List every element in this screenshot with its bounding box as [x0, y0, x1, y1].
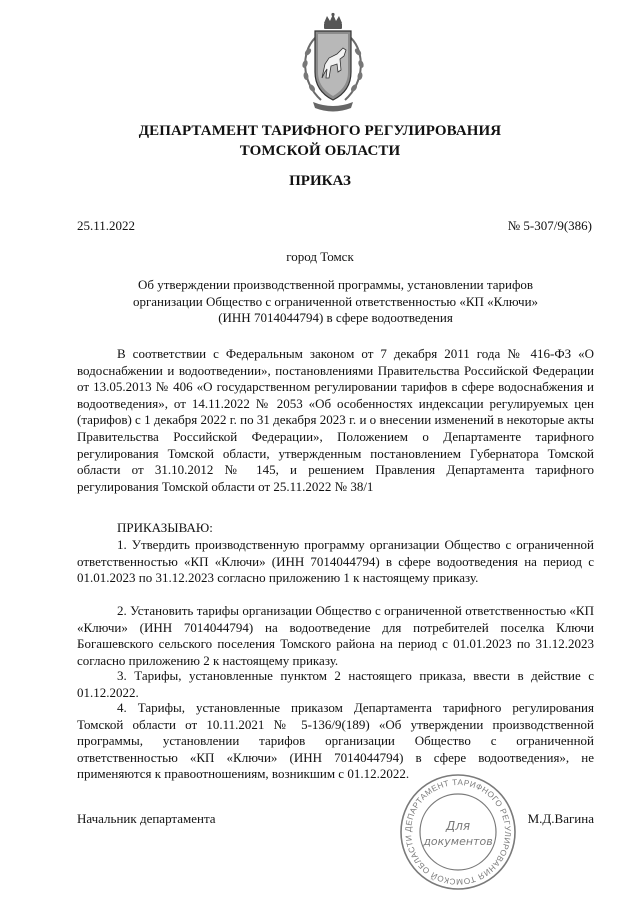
organization-title	[0, 121, 640, 161]
order-item-2: 2. Установить тарифы организации Общество с ограниченной ответственностью «КП «Ключи» (ИНН 7014044794) на водоотведение для потребителей поселка Ключи Богашевского сельского поселения Томского района на период с 01.01.2023 по 31.12.2023 согласно приложению 2 к настоящему приказу.	[77, 603, 594, 668]
subject-line3: (ИНН 7014044794) в сфере водоотведения	[218, 310, 453, 326]
order-item-3: 3. Тарифы, установленные пунктом 2 настоящего приказа, ввести в действие с 01.12.2022.	[77, 668, 594, 700]
organization-title-line2: ТОМСКОЙ ОБЛАСТИ	[239, 143, 401, 159]
document-city: город Томск	[286, 249, 354, 264]
stamp-center-line1: Для	[445, 819, 471, 833]
tomsk-region-coat-of-arms-icon	[291, 12, 375, 116]
signatory-position: Начальник департамента	[77, 811, 216, 826]
subject-line1: Об утверждении производственной программы, установлении тарифов	[137, 277, 534, 292]
preamble-paragraph: В соответствии с Федеральным законом от 7 декабря 2011 года № 416-ФЗ «О водоснабжении и водоотведении», постановлениями Правительства Российской Федерации от 13.05.2013 № 406 «О государственном регулировании тарифов в сфере водоснабжения и водоотведения», от 14.11.2022 № 2053 «Об особенностях индексации регулируемых цен (тарифов) с 1 декабря 2022 г. по 31 декабря 2023 г. и о внесении изменений в некоторые акты Правительства Российской Федерации», Положением о Департаменте тарифного регулирования Томской области, утвержденным постановлением Губернатора Томской области от 31.10.2012 № 145, и решением Правления Департамента тарифного регулирования Томской области от 25.11.2022 № 38/1	[77, 346, 594, 494]
stamp-ring-text: ДЕПАРТАМЕНТ ТАРИФНОГО РЕГУЛИРОВАНИЯ ТОМСКОЙ ОБЛАСТИ	[403, 777, 513, 887]
order-item-4: 4. Тарифы, установленные приказом Департамента тарифного регулирования Томской области от 10.11.2021 № 5-136/9(189) «Об утверждении производственной программы, установлении тарифов организации Общество с ограниченной ответственностью «КП «Ключи» (ИНН 7014044794) в сфере водоотведения», не применяются к правоотношениям, возникшим с 01.12.2022.	[77, 700, 594, 782]
official-stamp	[398, 772, 518, 892]
signatory-name: М.Д.Вагина	[527, 811, 594, 826]
order-item-1: 1. Утвердить производственную программу организации Общество с ограниченной ответственностью «КП «Ключи» (ИНН 7014044794) в сфере водоотведения на период с 01.01.2023 по 31.12.2023 согласно приложению 1 к настоящему приказу.	[77, 537, 594, 586]
document-date: 25.11.2022	[77, 218, 136, 233]
order-word: ПРИКАЗЫВАЮ:	[117, 520, 213, 535]
document-type-heading: ПРИКАЗ	[289, 173, 351, 189]
document-subject	[77, 277, 594, 327]
stamp-center-line2: документов	[423, 835, 493, 848]
document-number: № 5-307/9(386)	[507, 218, 592, 233]
organization-title-line1: ДЕПАРТАМЕНТ ТАРИФНОГО РЕГУЛИРОВАНИЯ	[138, 123, 502, 139]
subject-line2: организации Общество с ограниченной ответственностью «КП «Ключи»	[132, 293, 539, 309]
